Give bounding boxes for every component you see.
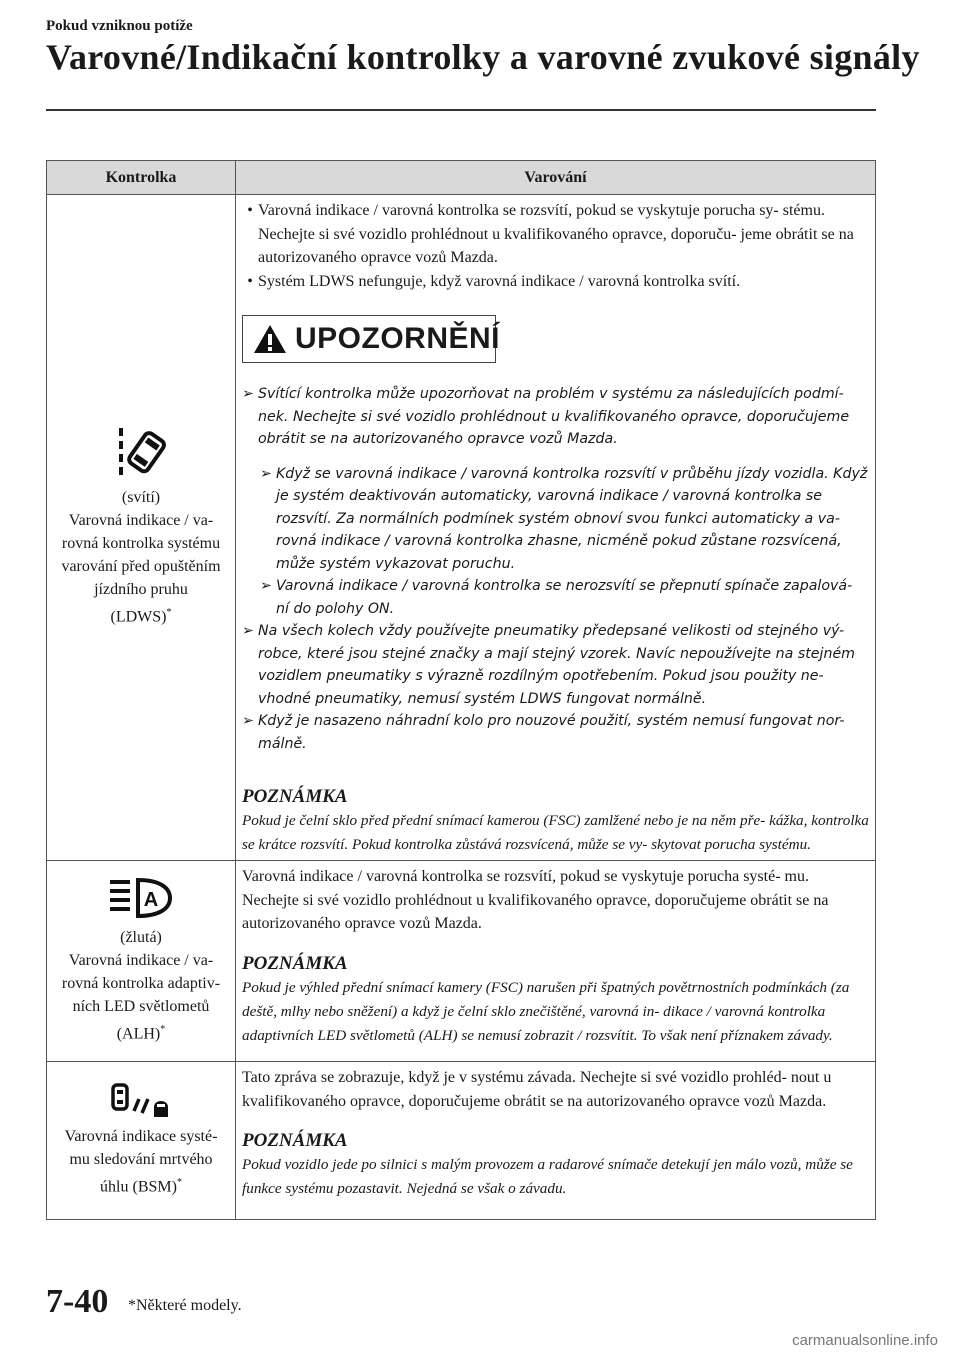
footnote-mark: * xyxy=(160,1024,166,1036)
warning-cell xyxy=(236,195,875,860)
arrow-bullet-icon: ➢ xyxy=(242,713,254,729)
title-rule xyxy=(46,109,876,111)
indicator-state: (svítí) xyxy=(121,489,161,507)
indicator-name-line: Varovná indikace systé- xyxy=(64,1127,218,1145)
list-item: ➢ Varovná indikace / varovná kontrolka se nerozsvítí se přepnutí spínače zapalová- ní do polohy ON. xyxy=(260,575,869,620)
list-item: ➢ Svítící kontrolka může upozorňovat na problém v systému za následujících podmí- nek. Nechejte si své vozidlo prohlédnout u kvalifikovaného opravce, doporučujeme obrátit se na autorizovaného opravce vozů Mazda. xyxy=(242,383,869,451)
arrow-bullet-icon: ➢ xyxy=(260,578,272,594)
footnote-mark: * xyxy=(166,607,172,619)
indicator-name-line: úhlu (BSM) xyxy=(100,1178,177,1196)
note-heading: POZNÁMKA xyxy=(242,786,348,807)
indicator-cell xyxy=(47,861,236,1061)
indicator-cell xyxy=(47,195,236,860)
indicator-name-line: Varovná indikace / va- xyxy=(68,512,214,530)
watermark: carmanualsonline.info xyxy=(792,1332,938,1349)
footnote-mark: * xyxy=(176,1176,182,1188)
note-heading: POZNÁMKA xyxy=(242,1130,348,1151)
table-row xyxy=(47,195,875,861)
note-body: Pokud vozidlo jede po silnici s malým provozem a radarové snímače detekují jen málo vozů, může se funkce systému pozastavit. Nejedná se však o závadu. xyxy=(242,1156,853,1197)
list-item: ➢ Na všech kolech vždy používejte pneumatiky předepsané velikosti od stejného vý- robce, které jsou stejné značky a mají stejný vzorek. Navíc nepoužívejte na stejném vozidlem pneumatiky s výrazně rozdílným opotřebením. Pokud jsou použity ne- vhodné pneumatiky, nemusí systém LDWS fungovat normálně. xyxy=(242,620,869,710)
list-item: • Systém LDWS nefunguje, když varovná indikace / varovná kontrolka svítí. xyxy=(247,272,741,290)
indicator-name-line: rovná kontrolka adaptiv- xyxy=(61,975,221,993)
caution-label: UPOZORNĚNÍ xyxy=(295,322,501,356)
caution-list xyxy=(242,383,869,755)
list-item: ➢ Když je nasazeno náhradní kolo pro nouzové použití, systém nemusí fungovat nor- málně. xyxy=(242,710,869,755)
caution-banner xyxy=(242,315,501,363)
indicator-name-line: mu sledování mrtvého xyxy=(69,1150,213,1168)
footnote: *Některé modely. xyxy=(128,1297,242,1314)
indicator-cell xyxy=(47,1062,236,1219)
column-header-indicator: Kontrolka xyxy=(47,161,236,194)
arrow-bullet-icon: ➢ xyxy=(242,623,254,639)
indicator-name-line: jízdního pruhu xyxy=(94,581,188,599)
list-item: • Varovná indikace / varovná kontrolka se rozsvítí, pokud se vyskytuje porucha sy- stému. Nechejte si své vozidlo prohlédnout u kvalifikovaného opravce, doporuču- jeme obrátit se na autorizovaného opravce vozů Mazda. xyxy=(247,202,854,266)
column-header-warning: Varování xyxy=(524,168,587,186)
warning-lights-table xyxy=(46,160,876,1220)
warning-cell xyxy=(236,1062,875,1219)
warning-cell xyxy=(236,861,875,1061)
page-number: 7-40 xyxy=(46,1283,109,1320)
svg-text:A: A xyxy=(143,889,159,912)
note-heading: POZNÁMKA xyxy=(242,952,348,974)
note-body: Pokud je výhled přední snímací kamery (FSC) narušen při špatných povětrnostních podmínkách (za deště, mlhy nebo sněžení) a když je čelní sklo znečištěné, varovná in- dikace / varovná kontrolka adaptivních LED světlometů (ALH) se nemusí zobrazit / rozsvítit. To však není příznakem závady. xyxy=(242,978,850,1044)
bsm-blind-spot-icon xyxy=(110,1083,172,1119)
list-item: ➢ Když se varovná indikace / varovná kontrolka rozsvítí v průběhu jízdy vozidla. Když je systém deaktivován automaticky, varovná indikace / varovná kontrolka se rozsvítí. Za normálních podmínek systém obnoví svou funkci automaticky a va- rovná indikace / varovná kontrolka zhasne, nicméně pokud zůstane rozsvícená, může systém vykazovat poruchu. xyxy=(260,463,869,576)
indicator-name-line: varování před opuštěním xyxy=(61,558,221,576)
page-title: Varovné/Indikační kontrolky a varovné zvukové signály xyxy=(46,37,920,77)
note-body: Pokud je čelní sklo před přední snímací kamerou (FSC) zamlžené nebo je na něm pře- kážka, kontrolka se krátce rozsvítí. Pokud kontrolka zůstává rozsvícená, může se vy- skytovat porucha systému. xyxy=(242,812,869,853)
arrow-bullet-icon: ➢ xyxy=(242,386,254,402)
table-header xyxy=(47,161,875,195)
warning-triangle-icon xyxy=(253,324,287,354)
indicator-name-line: ních LED světlometů xyxy=(72,998,210,1016)
indicator-name-line: rovná kontrolka systému xyxy=(61,535,221,553)
section-label: Pokud vzniknou potíže xyxy=(46,18,193,34)
alh-adaptive-headlight-icon xyxy=(108,876,174,920)
warning-text: Varovná indikace / varovná kontrolka se rozsvítí, pokud se vyskytuje porucha systé- mu. Nechejte si své vozidlo prohlédnout u kvalifikovaného opravce, doporučujeme obrátit se na autorizovaného opravce vozů Mazda. xyxy=(242,868,829,932)
indicator-name-line: (ALH) xyxy=(116,1025,161,1043)
arrow-bullet-icon: ➢ xyxy=(260,465,272,482)
table-row xyxy=(47,861,875,1062)
indicator-name-line: (LDWS) xyxy=(110,608,167,626)
warning-text: Tato zpráva se zobrazuje, když je v systému závada. Nechejte si své vozidlo prohléd- nout u kvalifikovaného opravce, doporučujeme obrátit se na autorizovaného opravce vozů Mazda. xyxy=(242,1069,832,1110)
indicator-state: (žlutá) xyxy=(120,929,162,947)
indicator-name-line: Varovná indikace / va- xyxy=(68,952,214,970)
ldws-lane-warning-icon xyxy=(116,426,166,480)
table-row xyxy=(47,1062,875,1219)
